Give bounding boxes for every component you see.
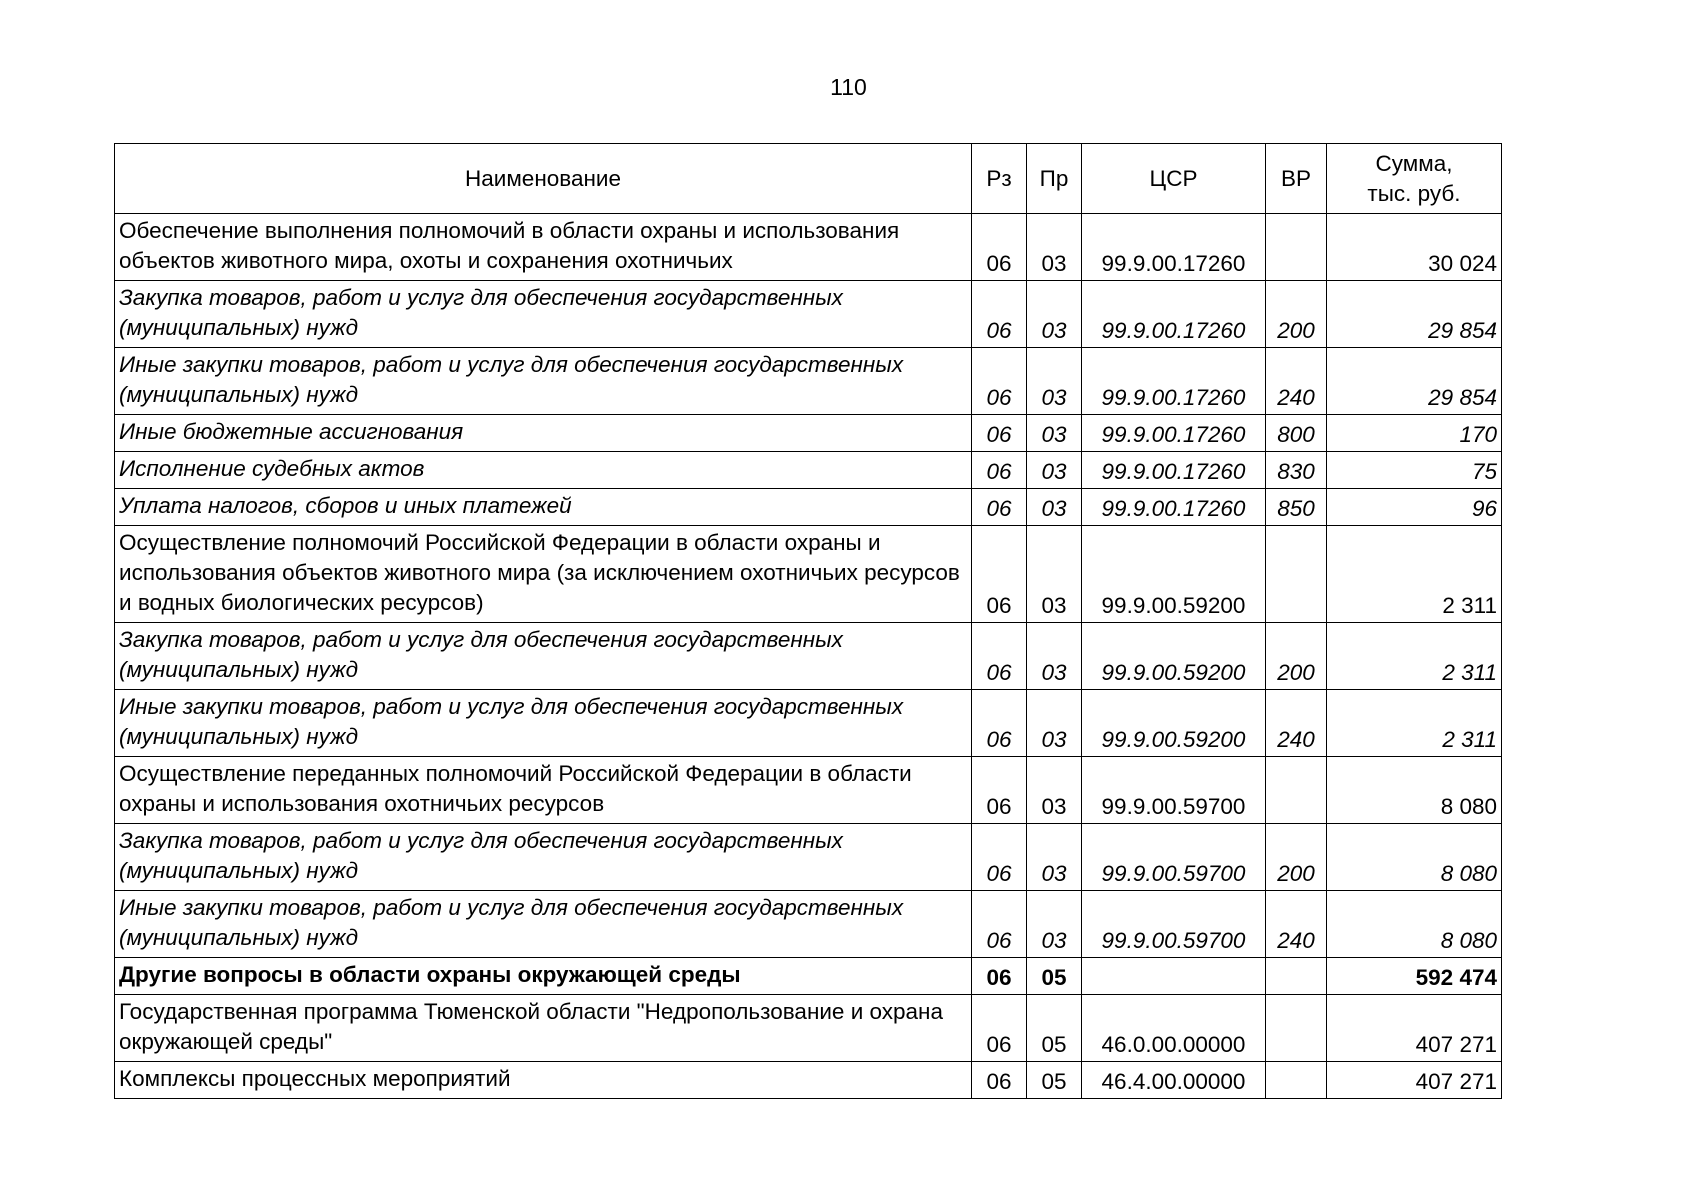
cell-pr: 03 — [1027, 757, 1082, 824]
cell-pr: 03 — [1027, 824, 1082, 891]
cell-name: Иные закупки товаров, работ и услуг для обеспечения государственных (муниципальных) нужд — [115, 348, 972, 415]
cell-pr: 05 — [1027, 1062, 1082, 1099]
cell-vr — [1266, 1062, 1327, 1099]
header-sum-line1: Сумма, — [1375, 150, 1453, 176]
cell-sum: 30 024 — [1327, 214, 1502, 281]
table-row — [115, 489, 1502, 526]
cell-name: Уплата налогов, сборов и иных платежей — [115, 489, 972, 526]
cell-sum: 2 311 — [1327, 623, 1502, 690]
cell-name: Комплексы процессных мероприятий — [115, 1062, 972, 1099]
cell-name: Обеспечение выполнения полномочий в области охраны и использования объектов животного мира, охоты и сохранения охотничьих — [115, 214, 972, 281]
cell-name: Иные закупки товаров, работ и услуг для обеспечения государственных (муниципальных) нужд — [115, 891, 972, 958]
cell-pr: 03 — [1027, 891, 1082, 958]
cell-csr: 99.9.00.17260 — [1082, 348, 1266, 415]
table-row — [115, 824, 1502, 891]
cell-vr: 830 — [1266, 452, 1327, 489]
page-number: 110 — [830, 74, 867, 100]
cell-sum: 407 271 — [1327, 1062, 1502, 1099]
table-row — [115, 526, 1502, 623]
table-row — [115, 415, 1502, 452]
budget-table — [114, 143, 1502, 1099]
cell-pr: 03 — [1027, 452, 1082, 489]
table-row — [115, 690, 1502, 757]
cell-vr: 200 — [1266, 623, 1327, 690]
cell-name: Государственная программа Тюменской области "Недропользование и охрана окружающей среды" — [115, 995, 972, 1062]
cell-rz: 06 — [972, 623, 1027, 690]
header-vr: ВР — [1266, 144, 1327, 214]
cell-sum: 2 311 — [1327, 690, 1502, 757]
cell-rz: 06 — [972, 452, 1027, 489]
cell-csr: 99.9.00.17260 — [1082, 452, 1266, 489]
header-name: Наименование — [115, 144, 972, 214]
cell-csr: 46.0.00.00000 — [1082, 995, 1266, 1062]
table-row — [115, 348, 1502, 415]
cell-csr: 99.9.00.59700 — [1082, 757, 1266, 824]
cell-rz: 06 — [972, 1062, 1027, 1099]
table-header-row — [115, 144, 1502, 214]
table-row — [115, 958, 1502, 995]
cell-rz: 06 — [972, 415, 1027, 452]
cell-name: Иные закупки товаров, работ и услуг для обеспечения государственных (муниципальных) нужд — [115, 690, 972, 757]
cell-csr: 99.9.00.59200 — [1082, 526, 1266, 623]
cell-pr: 03 — [1027, 348, 1082, 415]
cell-csr: 99.9.00.59200 — [1082, 690, 1266, 757]
cell-vr — [1266, 958, 1327, 995]
cell-rz: 06 — [972, 214, 1027, 281]
table-row — [115, 214, 1502, 281]
cell-sum: 29 854 — [1327, 348, 1502, 415]
cell-pr: 03 — [1027, 415, 1082, 452]
cell-name: Другие вопросы в области охраны окружающей среды — [115, 958, 972, 995]
cell-csr — [1082, 958, 1266, 995]
table-row — [115, 623, 1502, 690]
cell-vr: 200 — [1266, 824, 1327, 891]
cell-vr: 240 — [1266, 891, 1327, 958]
cell-vr: 200 — [1266, 281, 1327, 348]
table-row — [115, 891, 1502, 958]
cell-pr: 03 — [1027, 214, 1082, 281]
cell-rz: 06 — [972, 824, 1027, 891]
header-sum — [1327, 144, 1502, 214]
cell-vr — [1266, 526, 1327, 623]
cell-pr: 05 — [1027, 958, 1082, 995]
cell-pr: 03 — [1027, 623, 1082, 690]
cell-name: Иные бюджетные ассигнования — [115, 415, 972, 452]
cell-rz: 06 — [972, 757, 1027, 824]
cell-rz: 06 — [972, 489, 1027, 526]
cell-vr — [1266, 995, 1327, 1062]
cell-csr: 99.9.00.17260 — [1082, 214, 1266, 281]
cell-sum: 592 474 — [1327, 958, 1502, 995]
cell-sum: 2 311 — [1327, 526, 1502, 623]
cell-csr: 99.9.00.17260 — [1082, 489, 1266, 526]
cell-csr: 46.4.00.00000 — [1082, 1062, 1266, 1099]
cell-rz: 06 — [972, 281, 1027, 348]
table-row — [115, 281, 1502, 348]
cell-vr: 800 — [1266, 415, 1327, 452]
cell-sum: 170 — [1327, 415, 1502, 452]
header-csr: ЦСР — [1082, 144, 1266, 214]
cell-vr — [1266, 214, 1327, 281]
cell-pr: 03 — [1027, 489, 1082, 526]
cell-name: Закупка товаров, работ и услуг для обеспечения государственных (муниципальных) нужд — [115, 623, 972, 690]
cell-pr: 03 — [1027, 281, 1082, 348]
cell-rz: 06 — [972, 891, 1027, 958]
cell-csr: 99.9.00.17260 — [1082, 281, 1266, 348]
cell-sum: 8 080 — [1327, 824, 1502, 891]
cell-rz: 06 — [972, 958, 1027, 995]
cell-csr: 99.9.00.59700 — [1082, 891, 1266, 958]
cell-sum: 407 271 — [1327, 995, 1502, 1062]
cell-sum: 75 — [1327, 452, 1502, 489]
cell-rz: 06 — [972, 348, 1027, 415]
cell-vr — [1266, 757, 1327, 824]
cell-vr: 240 — [1266, 348, 1327, 415]
cell-name: Осуществление переданных полномочий Российской Федерации в области охраны и использования охотничьих ресурсов — [115, 757, 972, 824]
header-pr: Пр — [1027, 144, 1082, 214]
cell-sum: 8 080 — [1327, 891, 1502, 958]
cell-name: Исполнение судебных актов — [115, 452, 972, 489]
cell-vr: 240 — [1266, 690, 1327, 757]
cell-name: Осуществление полномочий Российской Федерации в области охраны и использования объектов животного мира (за исключением охотничьих ресурсов и водных биологических ресурсов) — [115, 526, 972, 623]
cell-sum: 96 — [1327, 489, 1502, 526]
cell-sum: 8 080 — [1327, 757, 1502, 824]
cell-csr: 99.9.00.59200 — [1082, 623, 1266, 690]
header-sum-line2: тыс. руб. — [1367, 180, 1461, 206]
table-row — [115, 757, 1502, 824]
cell-rz: 06 — [972, 995, 1027, 1062]
cell-name: Закупка товаров, работ и услуг для обеспечения государственных (муниципальных) нужд — [115, 824, 972, 891]
cell-csr: 99.9.00.59700 — [1082, 824, 1266, 891]
cell-vr: 850 — [1266, 489, 1327, 526]
cell-pr: 03 — [1027, 526, 1082, 623]
cell-rz: 06 — [972, 526, 1027, 623]
cell-csr: 99.9.00.17260 — [1082, 415, 1266, 452]
table-row — [115, 995, 1502, 1062]
cell-name: Закупка товаров, работ и услуг для обеспечения государственных (муниципальных) нужд — [115, 281, 972, 348]
cell-pr: 05 — [1027, 995, 1082, 1062]
cell-rz: 06 — [972, 690, 1027, 757]
table-body — [115, 214, 1502, 1099]
cell-pr: 03 — [1027, 690, 1082, 757]
table-row — [115, 1062, 1502, 1099]
table-row — [115, 452, 1502, 489]
cell-sum: 29 854 — [1327, 281, 1502, 348]
header-rz: Рз — [972, 144, 1027, 214]
